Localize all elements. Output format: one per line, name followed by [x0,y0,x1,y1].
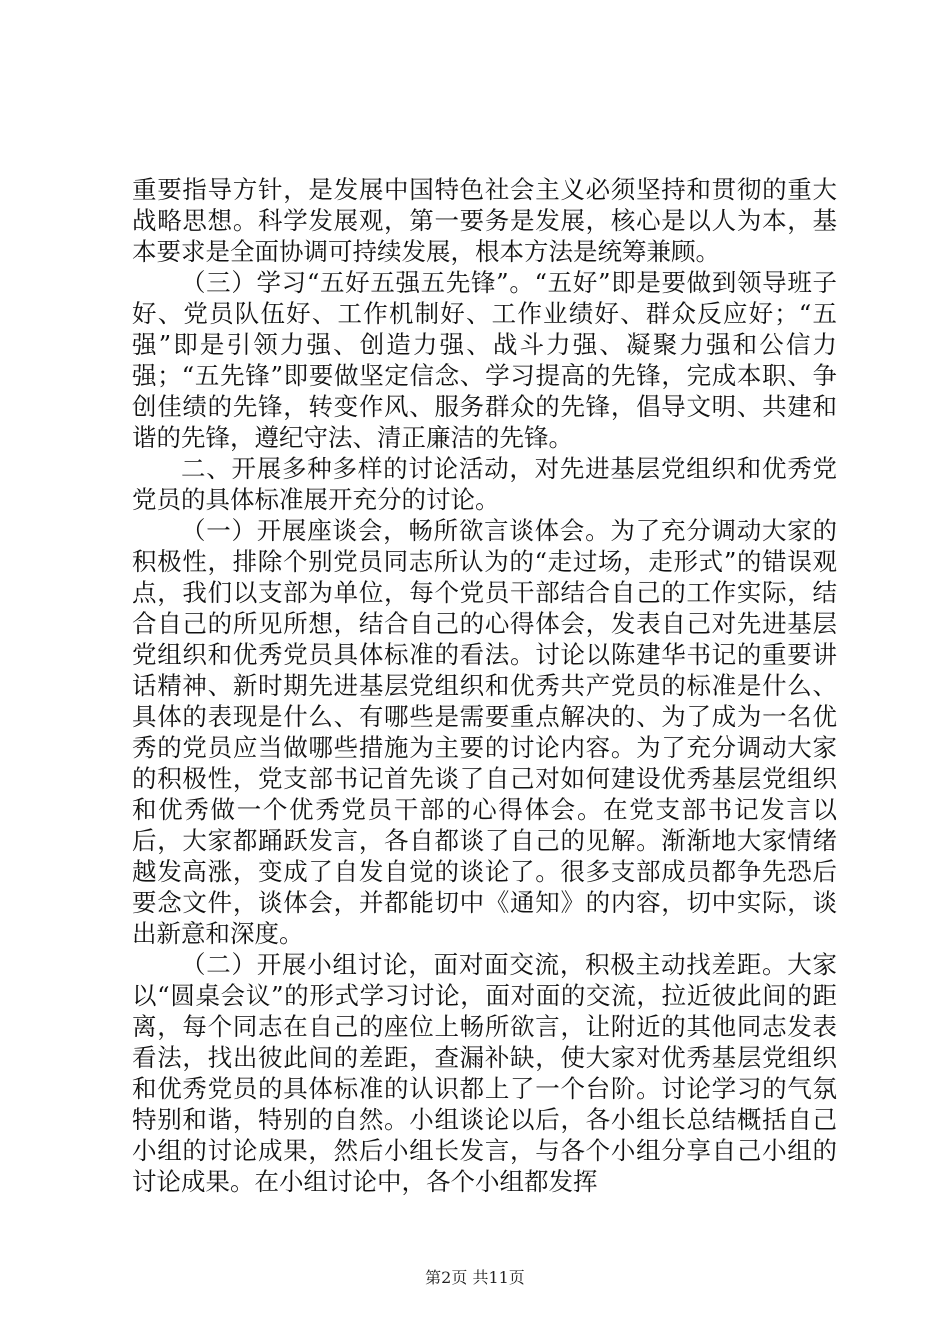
paragraph-4: （一）开展座谈会，畅所欲言谈体会。为了充分调动大家的积极性，排除个别党员同志所认为的“走过场，走形式”的错误观点，我们以支部为单位，每个党员干部结合自己的工作实际，结合自己的所见所想，结合自己的心得体会，发表自己对先进基层党组织和优秀党员具体标准的看法。讨论以陈建华书记的重要讲话精神、新时期先进基层党组织和优秀共产党员的标准是什么、具体的表现是什么、有哪些是需要重点解决的、为了成为一名优秀的党员应当做哪些措施为主要的讨论内容。为了充分调动大家的积极性，党支部书记首先谈了自己对如何建设优秀基层党组织和优秀做一个优秀党员干部的心得体会。在党支部书记发言以后，大家都踊跃发言，各自都谈了自己的见解。渐渐地大家情绪越发高涨，变成了自发自觉的谈论了。很多支部成员都争先恐后要念文件，谈体会，并都能切中《通知》的内容，切中实际，谈出新意和深度。 [132,516,837,948]
page-footer [0,1268,950,1288]
page-number: 第2页 共11页 [425,1268,525,1287]
document-body [132,174,837,1197]
paragraph-5: （二）开展小组讨论，面对面交流，积极主动找差距。大家以“圆桌会议”的形式学习讨论，面对面的交流，拉近彼此间的距离，每个同志在自己的座位上畅所欲言，让附近的其他同志发表看法，找出彼此间的差距，查漏补缺，使大家对优秀基层党组织和优秀党员的具体标准的认识都上了一个台阶。讨论学习的气氛特别和谐，特别的自然。小组谈论以后，各小组长总结概括自己小组的讨论成果，然后小组长发言，与各个小组分享自己小组的讨论成果。在小组讨论中，各个小组都发挥 [132,950,837,1196]
paragraph-2: （三）学习“五好五强五先锋”。“五好”即是要做到领导班子好、党员队伍好、工作机制好、工作业绩好、群众反应好；“五强”即是引领力强、创造力强、战斗力强、凝聚力强和公信力强；“五先锋”即要做坚定信念、学习提高的先锋，完成本职、争创佳绩的先锋，转变作风、服务群众的先锋，倡导文明、共建和谐的先锋，遵纪守法、清正廉洁的先锋。 [132,268,837,452]
paragraph-3: 二、开展多种多样的讨论活动，对先进基层党组织和优秀党党员的具体标准展开充分的讨论。 [132,454,837,514]
paragraph-1: 重要指导方针，是发展中国特色社会主义必须坚持和贯彻的重大战略思想。科学发展观，第一要务是发展，核心是以人为本，基本要求是全面协调可持续发展，根本方法是统筹兼顾。 [132,175,837,266]
